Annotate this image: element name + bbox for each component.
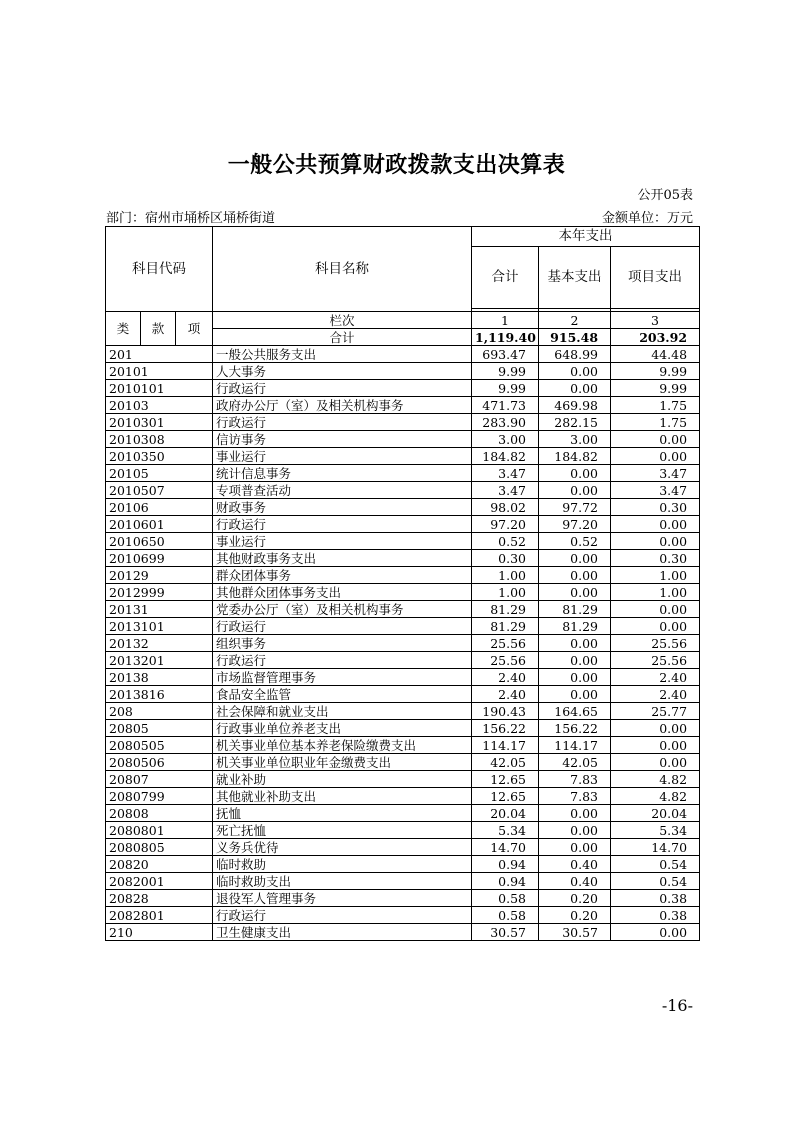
row-project: 0.38: [611, 890, 700, 907]
row-project: 0.54: [611, 856, 700, 873]
row-project: 0.00: [611, 924, 700, 941]
row-project: 9.99: [611, 363, 700, 380]
totals-basic: 915.48: [539, 329, 611, 346]
row-total: 42.05: [472, 754, 539, 771]
table-row: [106, 618, 700, 635]
row-code-spacer: [176, 856, 213, 873]
row-basic: 0.40: [539, 873, 611, 890]
row-code: 20805: [106, 720, 176, 737]
row-code: 201: [106, 346, 176, 363]
row-name: 财政事务: [213, 499, 472, 516]
totals-project: 203.92: [611, 329, 700, 346]
row-code-spacer: [176, 584, 213, 601]
table-row: [106, 499, 700, 516]
row-total: 1.00: [472, 567, 539, 584]
row-name: 一般公共服务支出: [213, 346, 472, 363]
row-code-spacer: [176, 346, 213, 363]
row-project: 3.47: [611, 482, 700, 499]
row-code: 2010308: [106, 431, 176, 448]
form-number: 公开05表: [637, 188, 693, 203]
row-basic: 0.20: [539, 907, 611, 924]
row-total: 0.94: [472, 873, 539, 890]
row-total: 9.99: [472, 363, 539, 380]
row-basic: 0.00: [539, 635, 611, 652]
row-code-spacer: [176, 380, 213, 397]
row-code-spacer: [176, 448, 213, 465]
row-basic: 7.83: [539, 771, 611, 788]
row-code: 2010101: [106, 380, 176, 397]
row-name: 卫生健康支出: [213, 924, 472, 941]
row-name: 行政运行: [213, 652, 472, 669]
row-basic: 0.00: [539, 839, 611, 856]
row-code-spacer: [176, 907, 213, 924]
row-project: 0.54: [611, 873, 700, 890]
row-basic: 97.72: [539, 499, 611, 516]
row-total: 3.47: [472, 465, 539, 482]
row-code: 210: [106, 924, 176, 941]
table-row: [106, 822, 700, 839]
row-name: 行政运行: [213, 907, 472, 924]
row-name: 临时救助支出: [213, 873, 472, 890]
row-total: 30.57: [472, 924, 539, 941]
row-code: 20101: [106, 363, 176, 380]
row-basic: 156.22: [539, 720, 611, 737]
row-name: 统计信息事务: [213, 465, 472, 482]
row-code: 20132: [106, 635, 176, 652]
row-code: 20808: [106, 805, 176, 822]
row-total: 81.29: [472, 618, 539, 635]
table-row: [106, 397, 700, 414]
row-name: 群众团体事务: [213, 567, 472, 584]
row-total: 283.90: [472, 414, 539, 431]
row-code: 2080801: [106, 822, 176, 839]
row-project: 9.99: [611, 380, 700, 397]
table-row: [106, 873, 700, 890]
row-code: 20103: [106, 397, 176, 414]
row-project: 2.40: [611, 686, 700, 703]
row-total: 81.29: [472, 601, 539, 618]
table-row: [106, 516, 700, 533]
row-project: 1.00: [611, 567, 700, 584]
row-basic: 164.65: [539, 703, 611, 720]
row-code-spacer: [176, 686, 213, 703]
row-name: 社会保障和就业支出: [213, 703, 472, 720]
table-row: [106, 550, 700, 567]
row-basic: 0.52: [539, 533, 611, 550]
row-code-spacer: [176, 652, 213, 669]
page-number: -16-: [661, 996, 693, 1015]
row-project: 0.00: [611, 754, 700, 771]
row-code-spacer: [176, 788, 213, 805]
row-project: 0.00: [611, 737, 700, 754]
table-row: [106, 856, 700, 873]
row-total: 0.58: [472, 907, 539, 924]
row-name: 机关事业单位基本养老保险缴费支出: [213, 737, 472, 754]
row-code-spacer: [176, 703, 213, 720]
row-code: 2010699: [106, 550, 176, 567]
header-kuan: 款: [141, 312, 176, 346]
row-basic: 0.00: [539, 363, 611, 380]
header-subject-code: 科目代码: [106, 227, 213, 312]
header-xiang: 项: [176, 312, 213, 346]
table-row: [106, 431, 700, 448]
table-row: [106, 754, 700, 771]
row-basic: 114.17: [539, 737, 611, 754]
row-basic: 0.00: [539, 482, 611, 499]
row-basic: 184.82: [539, 448, 611, 465]
row-basic: 0.00: [539, 465, 611, 482]
row-name: 其他群众团体事务支出: [213, 584, 472, 601]
row-code: 20106: [106, 499, 176, 516]
header-lei: 类: [106, 312, 141, 346]
row-code: 2082001: [106, 873, 176, 890]
row-code: 208: [106, 703, 176, 720]
row-project: 0.00: [611, 618, 700, 635]
row-name: 食品安全监管: [213, 686, 472, 703]
row-code-spacer: [176, 550, 213, 567]
row-name: 退役军人管理事务: [213, 890, 472, 907]
row-code-spacer: [176, 720, 213, 737]
header-current-year: 本年支出: [472, 227, 700, 247]
table-row: [106, 805, 700, 822]
row-name: 政府办公厅（室）及相关机构事务: [213, 397, 472, 414]
row-total: 25.56: [472, 635, 539, 652]
row-code: 20820: [106, 856, 176, 873]
row-name: 就业补助: [213, 771, 472, 788]
row-code-spacer: [176, 754, 213, 771]
table-row: [106, 363, 700, 380]
table-row: [106, 652, 700, 669]
row-project: 1.75: [611, 414, 700, 431]
row-project: 4.82: [611, 771, 700, 788]
row-name: 行政运行: [213, 380, 472, 397]
row-name: 临时救助: [213, 856, 472, 873]
row-project: 25.56: [611, 652, 700, 669]
row-name: 其他就业补助支出: [213, 788, 472, 805]
row-project: 44.48: [611, 346, 700, 363]
table-row: [106, 686, 700, 703]
row-code-spacer: [176, 601, 213, 618]
row-name: 市场监督管理事务: [213, 669, 472, 686]
row-total: 2.40: [472, 686, 539, 703]
table-row: [106, 635, 700, 652]
row-code-spacer: [176, 669, 213, 686]
row-basic: 0.00: [539, 652, 611, 669]
row-code-spacer: [176, 635, 213, 652]
row-basic: 0.00: [539, 686, 611, 703]
table-row: [106, 703, 700, 720]
row-basic: 0.00: [539, 567, 611, 584]
row-code-spacer: [176, 737, 213, 754]
row-code-spacer: [176, 618, 213, 635]
row-total: 98.02: [472, 499, 539, 516]
header-total: 合计: [472, 247, 539, 309]
row-name: 死亡抚恤: [213, 822, 472, 839]
row-total: 3.00: [472, 431, 539, 448]
row-total: 0.30: [472, 550, 539, 567]
row-total: 12.65: [472, 788, 539, 805]
row-project: 0.00: [611, 601, 700, 618]
department-label: 部门：宿州市埇桥区埇桥街道: [106, 211, 276, 226]
table-row: [106, 601, 700, 618]
header-basic: 基本支出: [539, 247, 611, 309]
table-row: [106, 482, 700, 499]
row-code: 20807: [106, 771, 176, 788]
row-name: 事业运行: [213, 448, 472, 465]
table-row: [106, 414, 700, 431]
row-project: 0.30: [611, 550, 700, 567]
row-code: 2013101: [106, 618, 176, 635]
row-code-spacer: [176, 873, 213, 890]
row-code: 2080506: [106, 754, 176, 771]
row-code-spacer: [176, 482, 213, 499]
row-project: 25.56: [611, 635, 700, 652]
row-basic: 0.00: [539, 550, 611, 567]
row-code: 2010601: [106, 516, 176, 533]
row-name: 义务兵优待: [213, 839, 472, 856]
row-code: 2010350: [106, 448, 176, 465]
row-code-spacer: [176, 499, 213, 516]
row-basic: 469.98: [539, 397, 611, 414]
table-row: [106, 839, 700, 856]
row-code: 20828: [106, 890, 176, 907]
row-total: 1.00: [472, 584, 539, 601]
table-row: [106, 533, 700, 550]
row-name: 专项普查活动: [213, 482, 472, 499]
row-project: 3.47: [611, 465, 700, 482]
row-total: 471.73: [472, 397, 539, 414]
budget-table: [105, 226, 700, 941]
table-row: [106, 788, 700, 805]
row-project: 5.34: [611, 822, 700, 839]
row-code-spacer: [176, 805, 213, 822]
row-project: 14.70: [611, 839, 700, 856]
row-basic: 81.29: [539, 601, 611, 618]
row-name: 行政运行: [213, 414, 472, 431]
row-basic: 3.00: [539, 431, 611, 448]
row-basic: 42.05: [539, 754, 611, 771]
row-total: 5.34: [472, 822, 539, 839]
header-project: 项目支出: [611, 247, 700, 309]
row-code: 2080505: [106, 737, 176, 754]
row-project: 0.30: [611, 499, 700, 516]
table-row: [106, 669, 700, 686]
row-basic: 81.29: [539, 618, 611, 635]
row-project: 25.77: [611, 703, 700, 720]
row-code: 20131: [106, 601, 176, 618]
row-project: 2.40: [611, 669, 700, 686]
row-project: 1.75: [611, 397, 700, 414]
row-total: 9.99: [472, 380, 539, 397]
row-total: 0.52: [472, 533, 539, 550]
header-subject-name: 科目名称: [213, 227, 472, 312]
row-code-spacer: [176, 431, 213, 448]
totals-total: 1,119.40: [472, 329, 539, 346]
row-code: 2012999: [106, 584, 176, 601]
row-code: 2010650: [106, 533, 176, 550]
row-project: 4.82: [611, 788, 700, 805]
row-name: 人大事务: [213, 363, 472, 380]
row-total: 3.47: [472, 482, 539, 499]
table-row: [106, 380, 700, 397]
row-project: 20.04: [611, 805, 700, 822]
row-code: 20105: [106, 465, 176, 482]
row-name: 行政运行: [213, 618, 472, 635]
row-code-spacer: [176, 567, 213, 584]
row-code-spacer: [176, 414, 213, 431]
row-name: 其他财政事务支出: [213, 550, 472, 567]
row-total: 0.58: [472, 890, 539, 907]
table-row: [106, 465, 700, 482]
row-basic: 0.00: [539, 805, 611, 822]
row-name: 党委办公厅（室）及相关机构事务: [213, 601, 472, 618]
row-name: 抚恤: [213, 805, 472, 822]
row-project: 0.00: [611, 533, 700, 550]
row-name: 信访事务: [213, 431, 472, 448]
row-total: 14.70: [472, 839, 539, 856]
row-code: 20129: [106, 567, 176, 584]
row-name: 事业运行: [213, 533, 472, 550]
row-project: 0.00: [611, 448, 700, 465]
row-total: 184.82: [472, 448, 539, 465]
row-total: 20.04: [472, 805, 539, 822]
row-total: 97.20: [472, 516, 539, 533]
row-code-spacer: [176, 363, 213, 380]
row-name: 行政事业单位养老支出: [213, 720, 472, 737]
document-title: 一般公共预算财政拨款支出决算表: [227, 153, 566, 178]
row-total: 693.47: [472, 346, 539, 363]
table-row: [106, 890, 700, 907]
row-basic: 648.99: [539, 346, 611, 363]
row-project: 0.00: [611, 720, 700, 737]
row-code: 2080799: [106, 788, 176, 805]
row-project: 0.00: [611, 516, 700, 533]
table-row: [106, 907, 700, 924]
row-basic: 30.57: [539, 924, 611, 941]
row-basic: 282.15: [539, 414, 611, 431]
table-row: [106, 567, 700, 584]
row-code-spacer: [176, 397, 213, 414]
table-row: [106, 737, 700, 754]
row-code-spacer: [176, 839, 213, 856]
row-basic: 0.20: [539, 890, 611, 907]
column-index-3: 3: [611, 312, 700, 329]
table-row: [106, 584, 700, 601]
row-code-spacer: [176, 890, 213, 907]
row-basic: 0.40: [539, 856, 611, 873]
row-project: 0.38: [611, 907, 700, 924]
row-total: 190.43: [472, 703, 539, 720]
column-index-label: 栏次: [213, 312, 472, 329]
row-total: 114.17: [472, 737, 539, 754]
row-code: 2010507: [106, 482, 176, 499]
row-code-spacer: [176, 465, 213, 482]
table-row: [106, 346, 700, 363]
row-total: 25.56: [472, 652, 539, 669]
row-name: 组织事务: [213, 635, 472, 652]
row-code-spacer: [176, 771, 213, 788]
column-index-1: 1: [472, 312, 539, 329]
row-name: 机关事业单位职业年金缴费支出: [213, 754, 472, 771]
table-row: [106, 448, 700, 465]
table-row: [106, 924, 700, 941]
row-project: 0.00: [611, 431, 700, 448]
row-total: 156.22: [472, 720, 539, 737]
row-basic: 0.00: [539, 669, 611, 686]
row-basic: 7.83: [539, 788, 611, 805]
row-basic: 97.20: [539, 516, 611, 533]
row-total: 12.65: [472, 771, 539, 788]
row-basic: 0.00: [539, 584, 611, 601]
row-total: 0.94: [472, 856, 539, 873]
row-code: 2013201: [106, 652, 176, 669]
row-code-spacer: [176, 533, 213, 550]
row-code-spacer: [176, 516, 213, 533]
row-basic: 0.00: [539, 822, 611, 839]
row-code: 2013816: [106, 686, 176, 703]
row-code: 2082801: [106, 907, 176, 924]
row-code: 20138: [106, 669, 176, 686]
unit-label: 金额单位：万元: [601, 211, 693, 226]
row-code: 2080805: [106, 839, 176, 856]
row-basic: 0.00: [539, 380, 611, 397]
row-project: 1.00: [611, 584, 700, 601]
row-total: 2.40: [472, 669, 539, 686]
table-row: [106, 720, 700, 737]
totals-label: 合计: [213, 329, 472, 346]
column-index-2: 2: [539, 312, 611, 329]
row-code: 2010301: [106, 414, 176, 431]
table-row: [106, 771, 700, 788]
row-name: 行政运行: [213, 516, 472, 533]
row-code-spacer: [176, 924, 213, 941]
row-code-spacer: [176, 822, 213, 839]
